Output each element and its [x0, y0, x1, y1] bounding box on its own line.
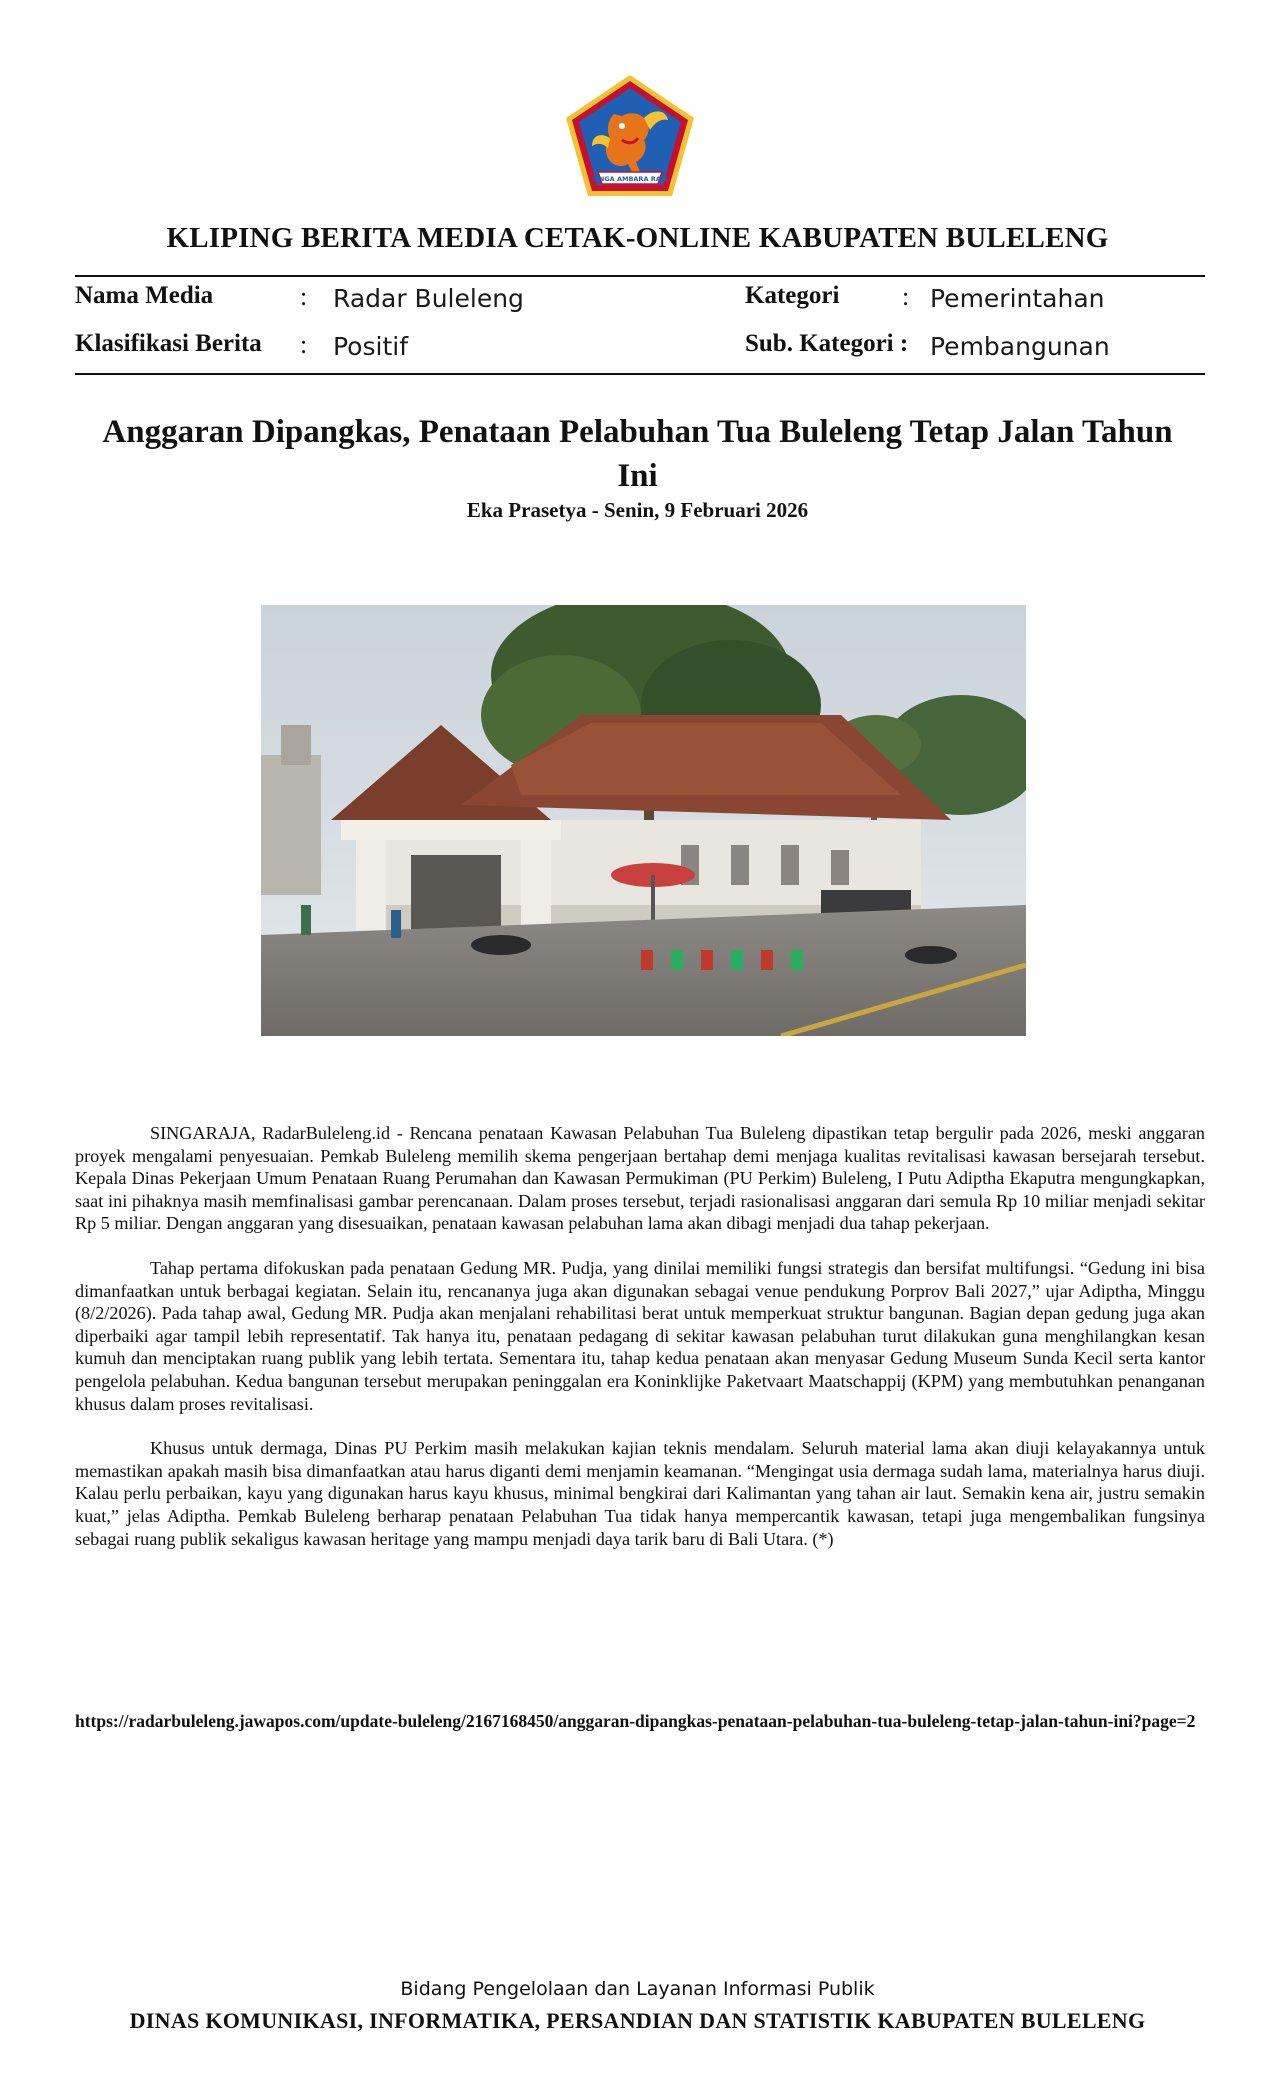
klasifikasi-berita-label: Klasifikasi Berita: [75, 330, 262, 357]
nama-media-value: Radar Buleleng: [333, 284, 524, 313]
article-paragraph: SINGARAJA, RadarBuleleng.id - Rencana penataan Kawasan Pelabuhan Tua Buleleng dipastikan tetap bergulir pada 2026, meski anggaran proyek mengalami penyesuaian. Pemkab Buleleng memilih skema pengerjaan bertahap demi menjaga kualitas revitalisasi kawasan bersejarah tersebut. Kepala Dinas Pekerjaan Umum Penataan Ruang Perumahan dan Kawasan Permukiman (PU Perkim) Buleleng, I Putu Adiptha Ekaputra mengungkapkan, saat ini pihaknya masih memfinalisasi gambar perencanaan. Dalam proses tersebut, terjadi rasionalisasi anggaran dari semula Rp 10 miliar menjadi sekitar Rp 5 miliar. Dengan anggaran yang disesuaikan, penataan kawasan pelabuhan lama akan dibagi menjadi dua tahap pekerjaan.: [75, 1123, 1205, 1234]
footer-division: Bidang Pengelolaan dan Layanan Informasi Publik: [400, 1978, 875, 2000]
header-divider-bottom: [75, 373, 1205, 375]
article-title: Anggaran Dipangkas, Penataan Pelabuhan Tua Buleleng Tetap Jalan Tahun Ini: [102, 414, 1173, 494]
kategori-label: Kategori: [745, 282, 840, 309]
buleleng-regency-crest-icon: [562, 72, 698, 200]
footer-department: DINAS KOMUNIKASI, INFORMATIKA, PERSANDIAN DAN STATISTIK KABUPATEN BULELENG: [129, 2008, 1146, 2033]
nama-media-label: Nama Media: [75, 282, 214, 309]
article-paragraph: Tahap pertama difokuskan pada penataan Gedung MR. Pudja, yang dinilai memiliki fungsi strategis dan bersifat multifungsi. “Gedung ini bisa dimanfaatkan untuk berbagai kegiatan. Selain itu, rencananya juga akan digunakan sebagai venue pendukung Porprov Bali 2027,” ujar Adiptha, Minggu (8/2/2026). Pada tahap awal, Gedung MR. Pudja akan menjalani rehabilitasi berat untuk memperkuat struktur bangunan. Bagian depan gedung juga akan diperbaiki agar tampil lebih representatif. Tak hanya itu, penataan pedagang di sekitar kawasan pelabuhan turut dilakukan guna menghilangkan kesan kumuh dan menciptakan ruang publik yang lebih tertata. Sementara itu, tahap kedua penataan akan menyasar Gedung Museum Sunda Kecil serta kantor pengelola pelabuhan. Kedua bangunan tersebut merupakan peninggalan era Koninklijke Paketvaart Maatschappij (KPM) yang membutuhkan penanganan khusus dalam proses revitalisasi.: [75, 1257, 1205, 1414]
article-paragraph: Khusus untuk dermaga, Dinas PU Perkim masih melakukan kajian teknis mendalam. Seluruh material lama akan diuji kelayakannya untuk memastikan apakah masih bisa dimanfaatkan atau harus diganti demi menjamin keamanan. “Mengingat usia dermaga sudah lama, materialnya harus diuji. Kalau perlu perbaikan, kayu yang digunakan harus kayu khusus, minimal bengkirai dari Kalimantan yang tahan air laut. Semakin kena air, justru semakin kuat,” jelas Adiptha. Pemkab Buleleng berharap penataan Pelabuhan Tua tidak hanya mempercantik kawasan, tetapi juga mengembalikan fungsinya sebagai ruang publik sekaligus kawasan heritage yang mampu menjadi daya tarik baru di Bali Utara. (*): [75, 1438, 1205, 1549]
clipping-header-title: KLIPING BERITA MEDIA CETAK-ONLINE KABUPATEN BULELENG: [166, 222, 1109, 254]
sub-kategori-value: Pembangunan: [930, 332, 1110, 361]
kategori-colon: :: [902, 282, 910, 311]
article-byline: Eka Prasetya - Senin, 9 Februari 2026: [466, 498, 809, 522]
klasifikasi-berita-colon: :: [300, 330, 308, 359]
article-photo: [261, 605, 1026, 1036]
nama-media-colon: :: [300, 282, 308, 311]
source-url: https://radarbuleleng.jawapos.com/update-buleleng/2167168450/anggaran-dipangkas-penataan-pelabuhan-tua-buleleng-tetap-jalan-tahun-ini?page=2: [75, 1711, 1196, 1731]
header-divider-top: [75, 275, 1205, 277]
kategori-value: Pemerintahan: [930, 284, 1105, 313]
klasifikasi-berita-value: Positif: [333, 332, 408, 361]
article-body: [75, 1122, 1205, 1572]
crest-motto: SINGA AMBARA RAJA: [591, 175, 669, 183]
sub-kategori-label: Sub. Kategori :: [745, 330, 909, 357]
